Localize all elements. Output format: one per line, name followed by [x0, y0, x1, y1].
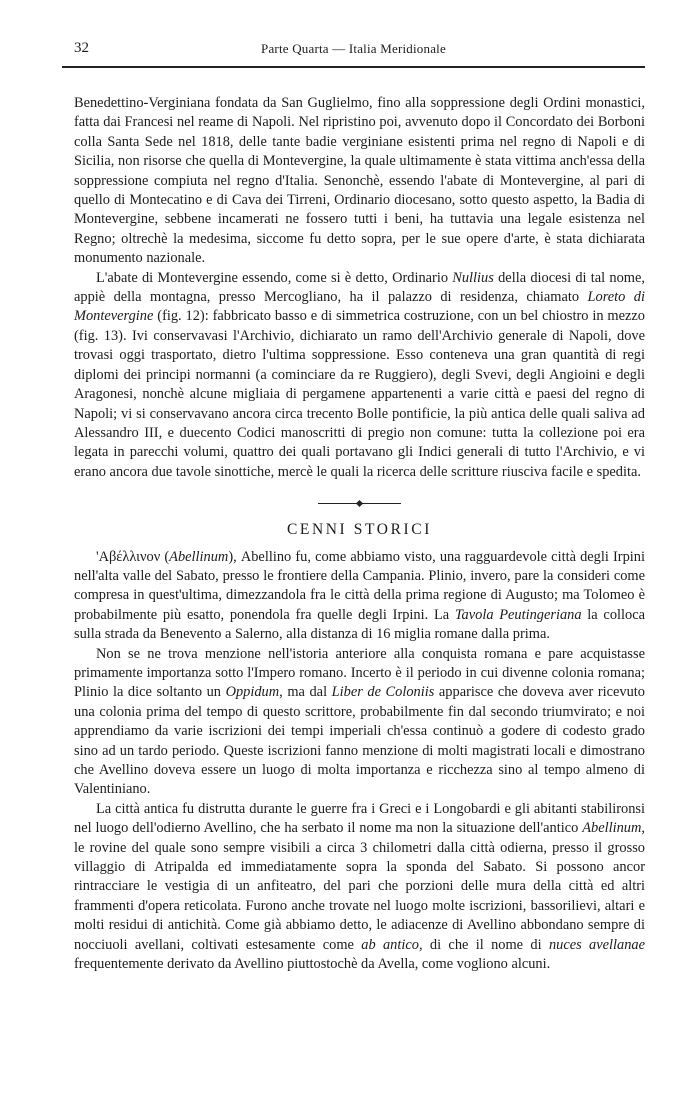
section-title: CENNI STORICI	[286, 521, 433, 539]
page-number: 32	[74, 40, 89, 56]
section-separator	[74, 494, 645, 504]
paragraph-3: 'Αβέλλινον (Abellinum), Abellino fu, come abbiamo visto, una ragguardevole città degli Irpini nell'alta valle del Sabato, presso le frontiere della Campania. Plinio, invero, pare la consideri come compresa in quest'ultima, dimezzandola fra le città della prima regione di Augusto; ma Tolomeo è probabilmente più esatto, ponendola fra quelle degli Irpini. La Tavola Peutingeriana la colloca sulla strada da Benevento a Salerno, alla distanza di 16 miglia romane dalla prima.	[74, 548, 645, 643]
paragraph-1: Benedettino-Verginiana fondata da San Guglielmo, fino alla soppressione degli Ordini monastici, fatta dai Francesi nel reame di Napoli. Nel ripristino poi, avvenuto dopo il Concordato dei Borboni colla Santa Sede nel 1818, delle tante badie verginiane esistenti prima nel regno di Napoli e di Sicilia, non risorse che quella di Montevergine, la quale ultimamente è stata vittima anch'essa della soppressione compiuta nel regno d'Italia. Senonchè, essendo l'abate di Montevergine, al pari di quello di Montecatino e di Cava dei Tirreni, Ordinario diocesano, sotto questo aspetto, la Badia di Montevergine, sebbene incamerati ne fossero tutti i beni, ha tuttavia una legale esistenza nel Regno; oltrechè la medesima, siccome fu detto sopra, per le sue opere d'arte, è stata dichiarata monumento nazionale.	[74, 95, 645, 267]
page-header	[62, 40, 645, 62]
paragraph-5: La città antica fu distrutta durante le guerre fra i Greci e i Longobardi e gli abitanti stabilironsi nel luogo dell'odierno Avellino, che ha serbato il nome ma non la situazione dell'antico Abellinum, le rovine del quale sono sempre visibili a circa 3 chilometri dalla città odierna, presso il grosso villaggio di Atripalda ed immediatamente sopra la sponda del Sabato. Si possono ancor rintracciare le vestigia di un anfiteatro, del pari che porzioni delle mura della città ed altri frammenti d'opera reticolata. Furono anche trovate nel luogo molte iscrizioni, bassorilievi, altari e molti residui di antichità. Come già abbiamo detto, le adiacenze di Avellino abbondano sempre di nocciuoli avellani, coltivati estesamente come ab antico, di che il nome di nuces avellanae frequentemente derivato da Avellino piuttostochè da Avella, come vogliono alcuni.	[74, 800, 645, 973]
header-rule	[62, 66, 645, 68]
paragraph-4: Non se ne trova menzione nell'istoria anteriore alla conquista romana e pare acquistasse primamente importanza sotto l'Impero romano. Incerto è il periodo in cui divenne colonia romana; Plinio la dice soltanto un Oppidum, ma dal Liber de Coloniis apparisce che doveva aver ricevuto una colonia prima del tempo di questo scrittore, probabilmente fin dal secondo triumvirato; e noi apprendiamo da varie iscrizioni dei tempi imperiali ch'essa continuò a godere di codesto grado sino ad un tardo periodo. Queste iscrizioni fanno menzione di molti magistrati locali e dimostrano che Avellino doveva essere un luogo di molta importanza e ricchezza sino al tempo almeno di Valentiniano.	[74, 645, 645, 798]
running-title: Parte Quarta — Italia Meridionale	[261, 41, 446, 56]
page-body	[62, 94, 645, 974]
paragraph-2: L'abate di Montevergine essendo, come si è detto, Ordinario Nullius della diocesi di tal nome, appiè della montagna, presso Mercogliano, ha il palazzo di residenza, chiamato Loreto di Montevergine (fig. 12): fabbricato basso e di simmetrica costruzione, con un bel chiostro in mezzo (fig. 13). Ivi conservavasi l'Archivio, dichiarato un ramo dell'Archivio generale di Napoli, dove trovasi oggi trasportato, dietro l'ultima soppressione. Esso conteneva una gran quantità di regi diplomi dei principi normanni (a cominciare da re Ruggiero), degli Svevi, degli Angioini e degli Aragonesi, nonchè alcune migliaia di pergamene appartenenti a varie città e paesi del regno di Napoli; vi si conservavano ancora circa trecento Bolle pontificie, la più antica delle quali saliva ad Alessandro III, e duecento Codici manoscritti di pregio non comune: tutta la collezione poi era legata in parecchi volumi, quattro dei quali portavano gli Indici generali di tutto l'Archivio, e vi erano ancora due tavole sinottiche, mercè le quali la ricerca delle scritture riusciva facile e spedita.	[74, 269, 646, 480]
book-page	[62, 40, 645, 974]
